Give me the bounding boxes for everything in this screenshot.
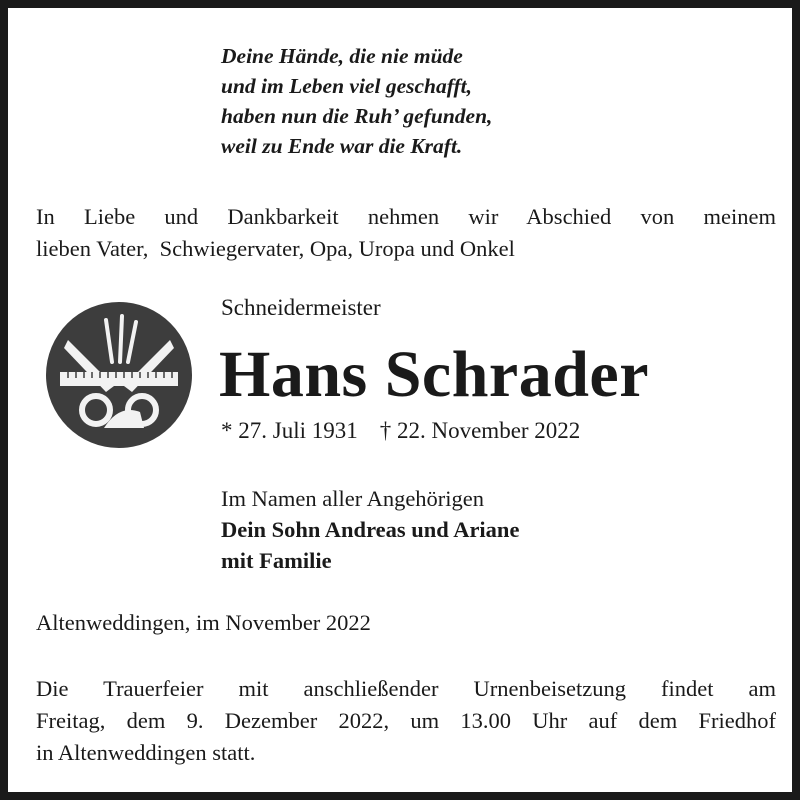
poem [221, 41, 492, 161]
deceased-name: Hans Schrader [219, 338, 650, 411]
intro-line: In Liebe und Dankbarkeit nehmen wir Abschied von meinem [36, 204, 776, 229]
profession: Schneidermeister [221, 295, 381, 320]
intro-text [36, 201, 776, 265]
life-dates [221, 416, 580, 446]
signoff-family: mit Familie [221, 548, 332, 573]
funeral-line: Die Trauerfeier mit anschließender Urnenbeisetzung findet am [36, 676, 776, 701]
tailor-emblem-icon [44, 300, 194, 450]
death-date: † 22. November 2022 [379, 418, 581, 443]
signoff [221, 483, 519, 576]
birth-date: * 27. Juli 1931 [221, 418, 358, 443]
poem-line: und im Leben viel geschafft, [221, 74, 473, 98]
poem-line: weil zu Ende war die Kraft. [221, 134, 463, 158]
poem-line: haben nun die Ruh’ gefunden, [221, 104, 493, 128]
place-date: Altenweddingen, im November 2022 [36, 610, 371, 635]
signoff-names: Dein Sohn Andreas und Ariane [221, 517, 520, 542]
funeral-line: Freitag, dem 9. Dezember 2022, um 13.00 Uhr auf dem Friedhof [36, 708, 776, 733]
signoff-line: Im Namen aller Angehörigen [221, 486, 485, 511]
intro-line: lieben Vater, Schwiegervater, Opa, Uropa und Onkel [36, 236, 515, 261]
funeral-line: in Altenweddingen statt. [36, 740, 256, 765]
funeral-notice [36, 673, 776, 769]
poem-line: Deine Hände, die nie müde [221, 44, 463, 68]
